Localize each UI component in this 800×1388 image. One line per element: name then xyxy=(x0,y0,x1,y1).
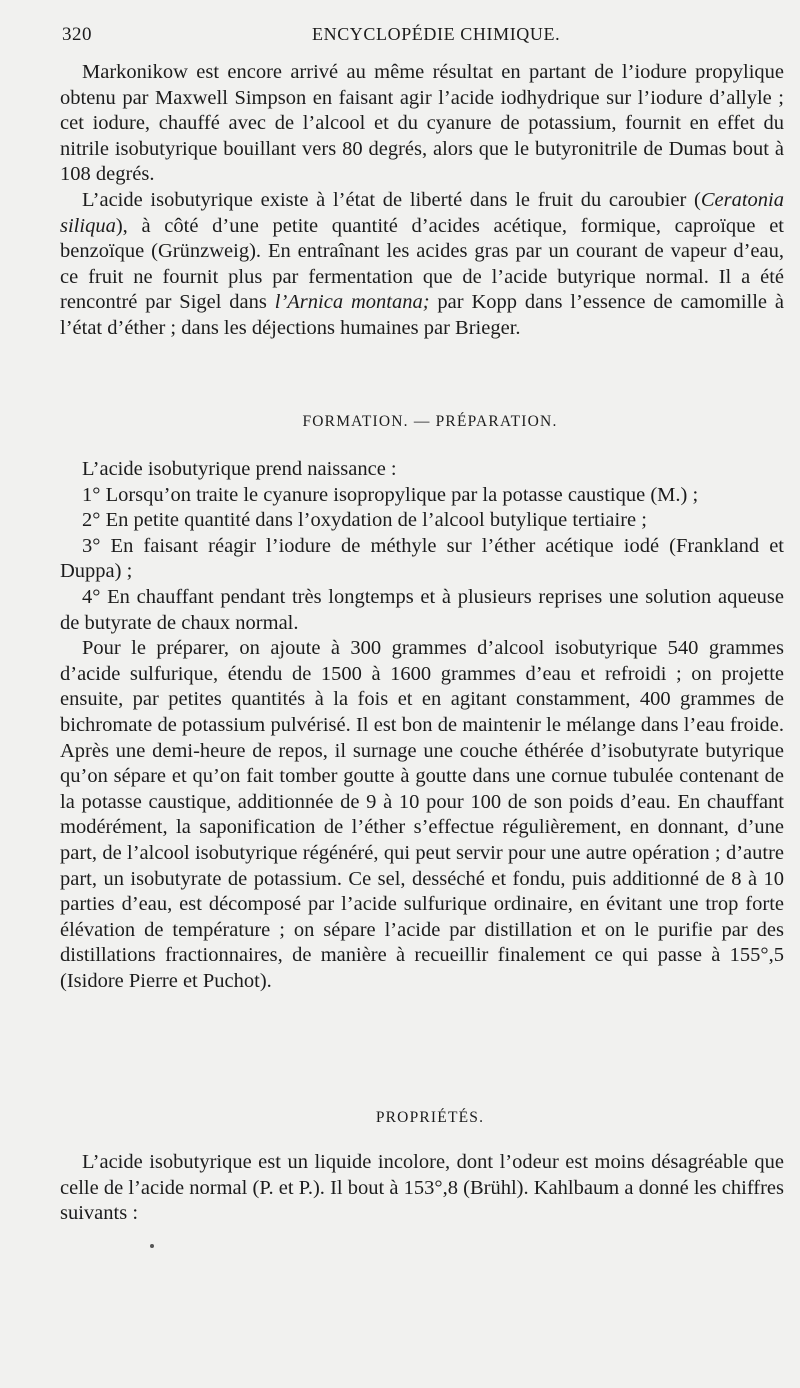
paragraph-properties: L’acide isobutyrique est un liquide incolore, dont l’odeur est moins désagréable que celle de l’acide normal (P. et P.). Il bout à 153°,8 (Brühl). Kahlbaum a donné les chiffres suivants : xyxy=(60,1151,784,1225)
section-heading-formation: FORMATION. — PRÉPARATION. xyxy=(302,413,558,430)
list-item-3: 3° En faisant réagir l’iodure de méthyle sur l’éther acétique iodé (Frankland et Duppa) ; xyxy=(60,534,784,583)
paragraph-preparation: Pour le préparer, on ajoute à 300 grammes d’alcool isobutyrique 540 grammes d’acide sulfurique, étendu de 1500 à 1600 grammes d’eau et refroidi ; on projette ensuite, par petites quantités à la fois et en agitant constamment, 400 grammes de bichromate de potassium pulvérisé. Il est bon de maintenir le mélange dans l’eau froide. Après une demi-heure de repos, il surnage une couche éthérée d’isobutyrate butyrique qu’on sépare et qu’on fait tomber goutte à goutte dans une cornue tubulée contenant de la potasse caustique, additionnée de 9 à 10 pour 100 de son poids d’eau. En chauffant modérément, la saponification de l’éther s’effectue régulièrement, en donnant, d’une part, de l’alcool isobutyrique régénéré, qui peut servir pour une autre opération ; d’autre part, un isobutyrate de potassium. Ce sel, desséché et fondu, puis additionné de 8 à 10 parties d’eau, est décomposé par l’acide sulfurique ordinaire, en évitant une trop forte élévation de température ; on sépare l’acide par distillation et on le purifie par des distillations fractionnaires, de manière à recueillir finalement ce qui passe à 155°,5 (Isidore Pierre et Puchot). xyxy=(60,637,784,992)
page-header xyxy=(62,24,762,52)
occurrence-text-c: ), à côté d’une petite quantité d’acides acétique, formique, caproïque et benzoïque (Grünzweig). En entraînant les acides gras par un courant de vapeur d’eau, ce fruit ne fournit plus par fermentation que de l’acide butyrique normal. Il a été rencontré par Sigel dans xyxy=(60,214,784,314)
running-head: ENCYCLOPÉDIE CHIMIQUE. xyxy=(312,24,561,44)
formation-text-block xyxy=(60,457,784,994)
page-number: 320 xyxy=(62,24,92,45)
properties-text-block xyxy=(60,1150,784,1227)
latin-name-arnica: l’Arnica montana; xyxy=(274,291,430,314)
list-item-1: 1° Lorsqu’on traite le cyanure isopropylique par la potasse caustique (M.) ; xyxy=(82,483,699,506)
paragraph-occurrence xyxy=(60,188,784,342)
list-item-4: 4° En chauffant pendant très longtemps et à plusieurs reprises une solution aqueuse de butyrate de chaux normal. xyxy=(60,585,784,634)
paragraph-markonikow: Markonikow est encore arrivé au même résultat en partant de l’iodure propylique obtenu par Maxwell Simpson en faisant agir l’acide iodhydrique sur l’iodure d’allyle ; cet iodure, chauffé avec de l’alcool et du cyanure de potassium, fournit en effet du nitrile isobutyrique bouillant vers 80 degrés, alors que le butyronitrile de Dumas bout à 108 degrés. xyxy=(60,61,784,186)
list-item-2: 2° En petite quantité dans l’oxydation de l’alcool butylique tertiaire ; xyxy=(82,509,647,532)
ink-speck xyxy=(150,1244,154,1248)
occurrence-text-e: par Kopp dans l’essence de camomille à l’état d’éther ; dans les déjections humaines par Brieger. xyxy=(60,291,784,339)
paragraph-naissance: L’acide isobutyrique prend naissance : xyxy=(82,458,397,480)
intro-text-block xyxy=(60,60,784,342)
section-heading-proprietes: PROPRIÉTÉS. xyxy=(375,1109,485,1126)
latin-name-ceratonia: Ceratonia siliqua xyxy=(60,188,784,237)
occurrence-text-a: L’acide isobutyrique existe à l’état de liberté dans le fruit du caroubier ( xyxy=(82,188,701,211)
